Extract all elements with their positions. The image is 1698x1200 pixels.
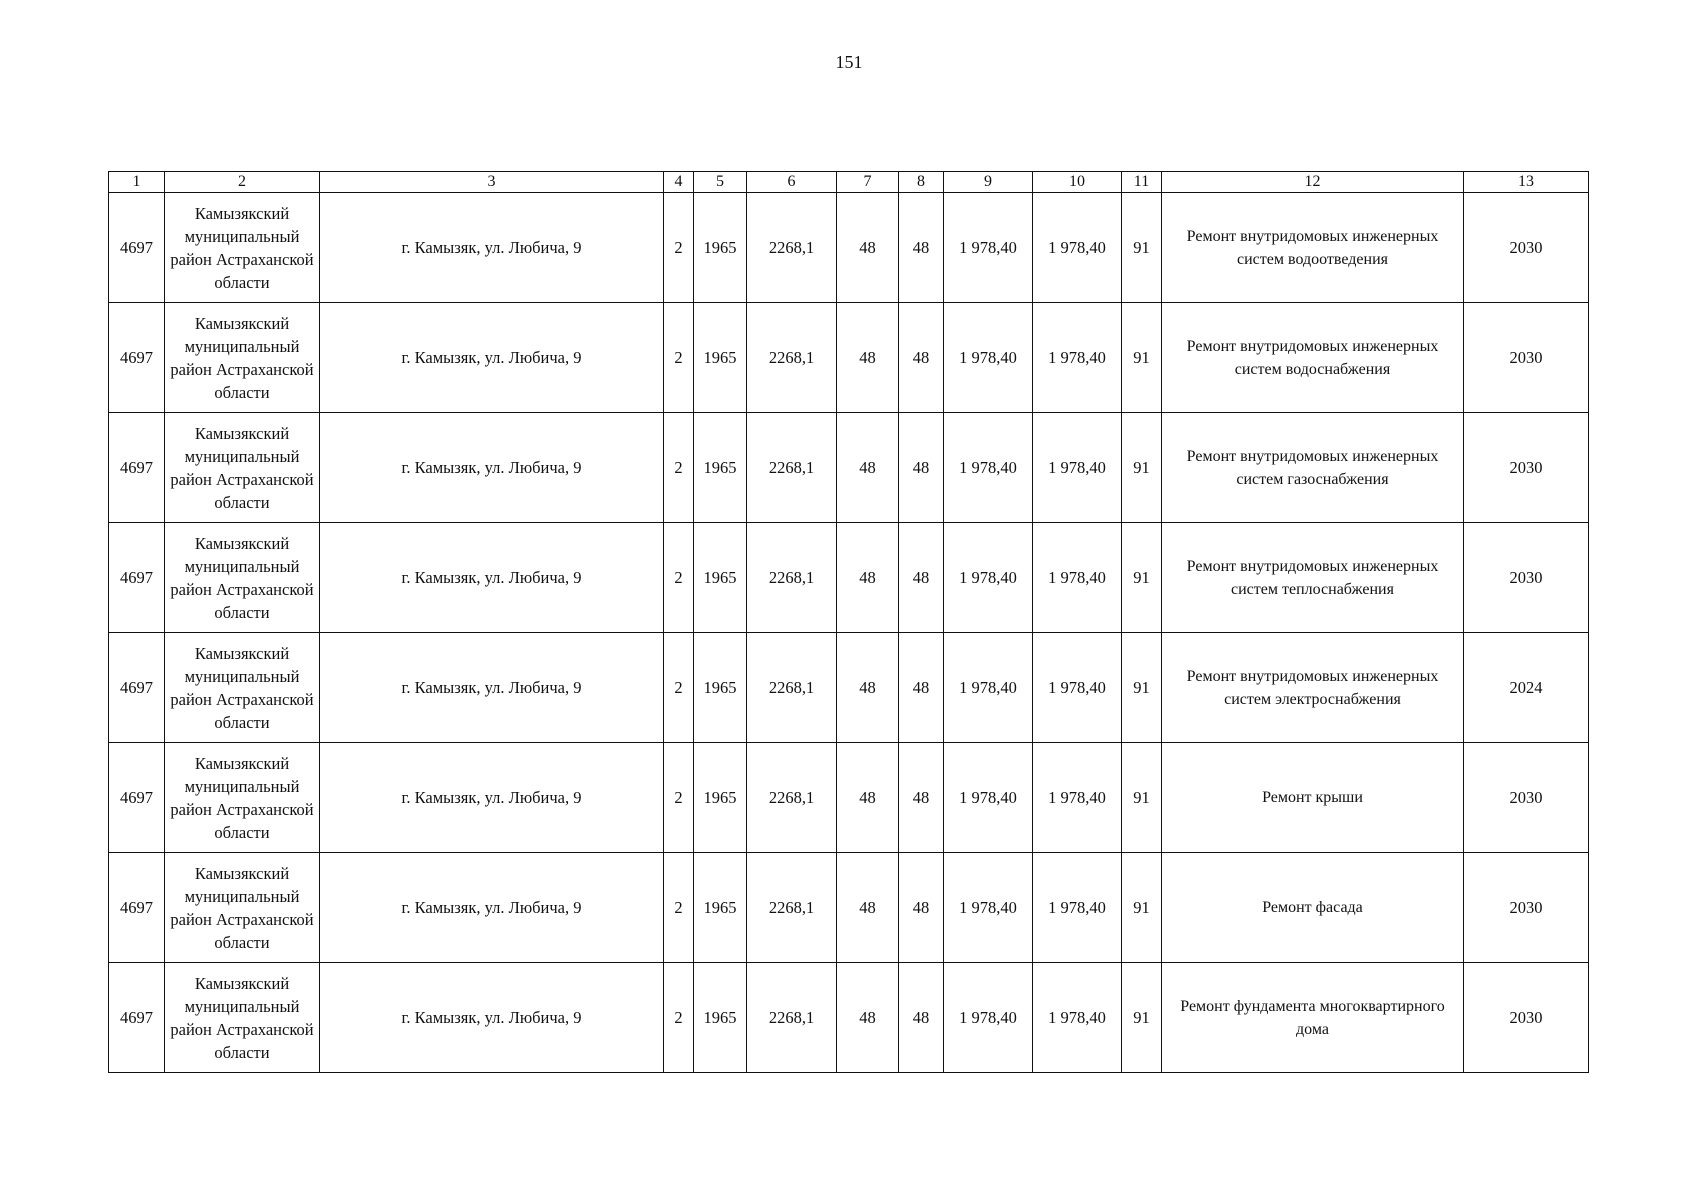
value-cell-8: 48 bbox=[899, 633, 944, 743]
floors-cell: 2 bbox=[664, 413, 694, 523]
column-number-10: 10 bbox=[1033, 172, 1122, 193]
year-built-cell: 1965 bbox=[694, 853, 747, 963]
value-cell-11: 91 bbox=[1122, 963, 1162, 1073]
value-cell-10: 1 978,40 bbox=[1033, 523, 1122, 633]
address-cell: г. Камызяк, ул. Любича, 9 bbox=[320, 303, 664, 413]
table-row bbox=[109, 523, 1589, 633]
value-cell-8: 48 bbox=[899, 853, 944, 963]
year-built-cell: 1965 bbox=[694, 963, 747, 1073]
value-cell-8: 48 bbox=[899, 193, 944, 303]
value-cell-7: 48 bbox=[837, 853, 899, 963]
address-cell: г. Камызяк, ул. Любича, 9 bbox=[320, 413, 664, 523]
value-cell-11: 91 bbox=[1122, 743, 1162, 853]
district-cell: Камызякский муниципальный район Астраханской области bbox=[165, 303, 320, 413]
row-id-cell: 4697 bbox=[109, 853, 165, 963]
total-area-cell: 2268,1 bbox=[747, 963, 837, 1073]
value-cell-7: 48 bbox=[837, 743, 899, 853]
work-type-cell: Ремонт внутридомовых инженерных систем электроснабжения bbox=[1162, 633, 1464, 743]
row-id-cell: 4697 bbox=[109, 743, 165, 853]
year-built-cell: 1965 bbox=[694, 303, 747, 413]
value-cell-8: 48 bbox=[899, 963, 944, 1073]
total-area-cell: 2268,1 bbox=[747, 413, 837, 523]
district-cell: Камызякский муниципальный район Астраханской области bbox=[165, 413, 320, 523]
column-number-header-row bbox=[109, 172, 1589, 193]
year-built-cell: 1965 bbox=[694, 633, 747, 743]
column-number-7: 7 bbox=[837, 172, 899, 193]
value-cell-10: 1 978,40 bbox=[1033, 303, 1122, 413]
value-cell-9: 1 978,40 bbox=[944, 303, 1033, 413]
work-type-cell: Ремонт внутридомовых инженерных систем водоснабжения bbox=[1162, 303, 1464, 413]
column-number-5: 5 bbox=[694, 172, 747, 193]
total-area-cell: 2268,1 bbox=[747, 193, 837, 303]
planned-year-cell: 2024 bbox=[1464, 633, 1589, 743]
work-type-cell: Ремонт крыши bbox=[1162, 743, 1464, 853]
planned-year-cell: 2030 bbox=[1464, 853, 1589, 963]
district-cell: Камызякский муниципальный район Астраханской области bbox=[165, 523, 320, 633]
floors-cell: 2 bbox=[664, 523, 694, 633]
total-area-cell: 2268,1 bbox=[747, 853, 837, 963]
value-cell-9: 1 978,40 bbox=[944, 633, 1033, 743]
column-number-9: 9 bbox=[944, 172, 1033, 193]
value-cell-9: 1 978,40 bbox=[944, 523, 1033, 633]
address-cell: г. Камызяк, ул. Любича, 9 bbox=[320, 193, 664, 303]
value-cell-7: 48 bbox=[837, 633, 899, 743]
value-cell-7: 48 bbox=[837, 413, 899, 523]
value-cell-9: 1 978,40 bbox=[944, 853, 1033, 963]
planned-year-cell: 2030 bbox=[1464, 743, 1589, 853]
value-cell-11: 91 bbox=[1122, 853, 1162, 963]
value-cell-8: 48 bbox=[899, 303, 944, 413]
total-area-cell: 2268,1 bbox=[747, 743, 837, 853]
row-id-cell: 4697 bbox=[109, 193, 165, 303]
table-row bbox=[109, 633, 1589, 743]
year-built-cell: 1965 bbox=[694, 193, 747, 303]
value-cell-9: 1 978,40 bbox=[944, 743, 1033, 853]
floors-cell: 2 bbox=[664, 743, 694, 853]
work-type-cell: Ремонт внутридомовых инженерных систем водоотведения bbox=[1162, 193, 1464, 303]
planned-year-cell: 2030 bbox=[1464, 523, 1589, 633]
table-row bbox=[109, 963, 1589, 1073]
table-row bbox=[109, 853, 1589, 963]
capital-repair-table bbox=[108, 171, 1589, 1073]
table-row bbox=[109, 303, 1589, 413]
value-cell-11: 91 bbox=[1122, 413, 1162, 523]
value-cell-7: 48 bbox=[837, 963, 899, 1073]
value-cell-8: 48 bbox=[899, 413, 944, 523]
floors-cell: 2 bbox=[664, 963, 694, 1073]
total-area-cell: 2268,1 bbox=[747, 523, 837, 633]
floors-cell: 2 bbox=[664, 633, 694, 743]
district-cell: Камызякский муниципальный район Астраханской области bbox=[165, 963, 320, 1073]
floors-cell: 2 bbox=[664, 303, 694, 413]
column-number-2: 2 bbox=[165, 172, 320, 193]
value-cell-10: 1 978,40 bbox=[1033, 743, 1122, 853]
district-cell: Камызякский муниципальный район Астраханской области bbox=[165, 633, 320, 743]
value-cell-10: 1 978,40 bbox=[1033, 963, 1122, 1073]
value-cell-10: 1 978,40 bbox=[1033, 633, 1122, 743]
column-number-11: 11 bbox=[1122, 172, 1162, 193]
work-type-cell: Ремонт фасада bbox=[1162, 853, 1464, 963]
work-type-cell: Ремонт фундамента многоквартирного дома bbox=[1162, 963, 1464, 1073]
value-cell-9: 1 978,40 bbox=[944, 413, 1033, 523]
work-type-cell: Ремонт внутридомовых инженерных систем газоснабжения bbox=[1162, 413, 1464, 523]
row-id-cell: 4697 bbox=[109, 633, 165, 743]
column-number-1: 1 bbox=[109, 172, 165, 193]
table-row bbox=[109, 743, 1589, 853]
value-cell-11: 91 bbox=[1122, 633, 1162, 743]
row-id-cell: 4697 bbox=[109, 413, 165, 523]
value-cell-10: 1 978,40 bbox=[1033, 193, 1122, 303]
column-number-3: 3 bbox=[320, 172, 664, 193]
column-number-12: 12 bbox=[1162, 172, 1464, 193]
work-type-cell: Ремонт внутридомовых инженерных систем теплоснабжения bbox=[1162, 523, 1464, 633]
value-cell-8: 48 bbox=[899, 743, 944, 853]
floors-cell: 2 bbox=[664, 853, 694, 963]
district-cell: Камызякский муниципальный район Астраханской области bbox=[165, 193, 320, 303]
value-cell-10: 1 978,40 bbox=[1033, 853, 1122, 963]
year-built-cell: 1965 bbox=[694, 523, 747, 633]
table-body bbox=[109, 193, 1589, 1073]
floors-cell: 2 bbox=[664, 193, 694, 303]
district-cell: Камызякский муниципальный район Астраханской области bbox=[165, 853, 320, 963]
column-number-4: 4 bbox=[664, 172, 694, 193]
value-cell-7: 48 bbox=[837, 303, 899, 413]
row-id-cell: 4697 bbox=[109, 963, 165, 1073]
row-id-cell: 4697 bbox=[109, 303, 165, 413]
value-cell-11: 91 bbox=[1122, 303, 1162, 413]
address-cell: г. Камызяк, ул. Любича, 9 bbox=[320, 853, 664, 963]
page-number: 151 bbox=[835, 52, 863, 72]
year-built-cell: 1965 bbox=[694, 413, 747, 523]
column-number-8: 8 bbox=[899, 172, 944, 193]
column-number-6: 6 bbox=[747, 172, 837, 193]
value-cell-9: 1 978,40 bbox=[944, 193, 1033, 303]
value-cell-7: 48 bbox=[837, 193, 899, 303]
column-number-13: 13 bbox=[1464, 172, 1589, 193]
value-cell-8: 48 bbox=[899, 523, 944, 633]
table-row bbox=[109, 193, 1589, 303]
district-cell: Камызякский муниципальный район Астраханской области bbox=[165, 743, 320, 853]
row-id-cell: 4697 bbox=[109, 523, 165, 633]
value-cell-10: 1 978,40 bbox=[1033, 413, 1122, 523]
table-row bbox=[109, 413, 1589, 523]
address-cell: г. Камызяк, ул. Любича, 9 bbox=[320, 523, 664, 633]
value-cell-11: 91 bbox=[1122, 523, 1162, 633]
total-area-cell: 2268,1 bbox=[747, 303, 837, 413]
value-cell-9: 1 978,40 bbox=[944, 963, 1033, 1073]
address-cell: г. Камызяк, ул. Любича, 9 bbox=[320, 633, 664, 743]
planned-year-cell: 2030 bbox=[1464, 413, 1589, 523]
value-cell-7: 48 bbox=[837, 523, 899, 633]
planned-year-cell: 2030 bbox=[1464, 303, 1589, 413]
year-built-cell: 1965 bbox=[694, 743, 747, 853]
address-cell: г. Камызяк, ул. Любича, 9 bbox=[320, 963, 664, 1073]
value-cell-11: 91 bbox=[1122, 193, 1162, 303]
planned-year-cell: 2030 bbox=[1464, 963, 1589, 1073]
planned-year-cell: 2030 bbox=[1464, 193, 1589, 303]
address-cell: г. Камызяк, ул. Любича, 9 bbox=[320, 743, 664, 853]
total-area-cell: 2268,1 bbox=[747, 633, 837, 743]
